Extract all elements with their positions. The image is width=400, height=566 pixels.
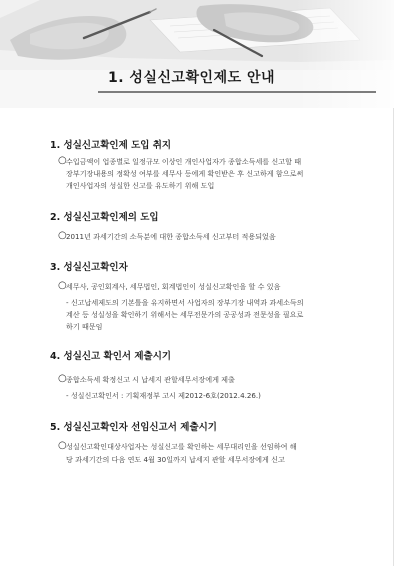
- section-heading: 4. 성실신고 확인서 제출시기: [50, 351, 172, 362]
- page-title: 1. 성실신고확인제도 안내: [108, 70, 276, 86]
- bullet-circle: ○: [58, 230, 67, 241]
- paragraph-line: 수입금액이 업종별로 일정규모 이상인 개인사업자가 종합소득세를 신고할 때: [66, 157, 302, 166]
- bullet-circle: ○: [58, 440, 67, 451]
- paragraph-line: - 성실신고확인서 : 기획재정부 고시 제2012-6호(2012.4.26.): [66, 391, 261, 400]
- section-heading: 1. 성실신고확인제 도입 취지: [50, 140, 172, 151]
- paragraph-line: 개인사업자의 성실한 신고를 유도하기 위해 도입: [66, 181, 215, 190]
- header-banner: [0, 0, 394, 108]
- paragraph-line: 종합소득세 확정신고 시 납세지 관할세무서장에게 제출: [66, 375, 235, 384]
- title-row: [0, 63, 394, 93]
- paragraph-line: 2011년 과세기간의 소득분에 대한 종합소득세 신고부터 적용되었음: [66, 232, 276, 241]
- bullet-circle: ○: [58, 373, 67, 384]
- paragraph-line: 세무사, 공인회계사, 세무법인, 회계법인이 성실신고확인을 할 수 있음: [66, 282, 281, 291]
- section-heading: 5. 성실신고확인자 선임신고서 제출시기: [50, 422, 217, 433]
- title-underline: [98, 91, 376, 93]
- paragraph-line: 장부기장내용의 정확성 여부를 세무사 등에게 확인받은 후 신고하게 함으로써: [66, 169, 304, 178]
- paragraph-line: 성실신고확인대상사업자는 성실신고를 확인하는 세무대리인을 선임하여 해: [66, 442, 297, 451]
- bullet-circle: ○: [58, 155, 67, 166]
- section-heading: 3. 성실신고확인자: [50, 262, 128, 273]
- paragraph-line: 하기 때문임: [66, 322, 103, 331]
- section-heading: 2. 성실신고확인제의 도입: [50, 212, 159, 223]
- bullet-circle: ○: [58, 280, 67, 291]
- paragraph-line: 당 과세기간의 다음 연도 4월 30일까지 납세지 관할 세무서장에게 신고: [66, 455, 285, 464]
- paragraph-line: 계산 등 성실성을 확인하기 위해서는 세무전문가의 공공성과 전문성을 필요로: [66, 310, 304, 319]
- paragraph-line: - 신고납세제도의 기본틀을 유지하면서 사업자의 장부기장 내역과 과세소득의: [66, 298, 304, 307]
